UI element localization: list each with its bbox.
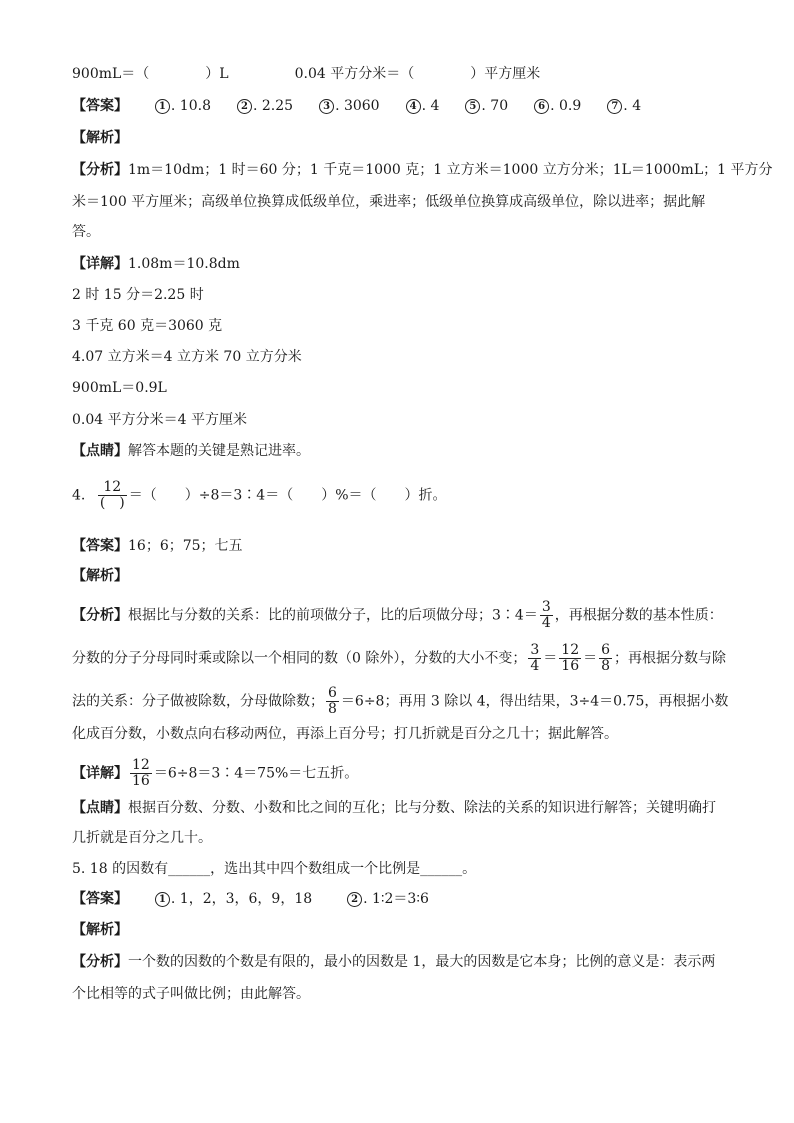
circled-number: 5	[465, 99, 480, 114]
circled-number: 6	[534, 99, 549, 114]
blank-ml-to-l: 900mL＝（ ）L	[72, 66, 229, 82]
answer-item	[319, 98, 380, 114]
answer-value: . 4	[421, 98, 440, 114]
question-4: 4. $\frac{12}{( )}$ ＝（ ）÷8＝3∶4＝（ ）%＝（ ）折。	[72, 479, 447, 511]
fenxi-line: 答。	[72, 224, 100, 240]
answer-value: . 3060	[335, 98, 380, 114]
answer-item	[465, 98, 508, 114]
fraction: $\frac{12}{16}$	[561, 642, 580, 674]
dianjing-line: 【点睛】解答本题的关键是熟记进率。	[72, 443, 310, 459]
answer-line-q3	[72, 96, 667, 116]
detail-line: 4.07 立方米＝4 立方米 70 立方分米	[72, 349, 302, 365]
fenxi-line: 【分析】根据比与分数的关系：比的前项做分子，比的后项做分母；3∶4＝ $\frac{3}{4}$ ，再根据分数的基本性质：	[72, 599, 723, 631]
detail-line: 900mL＝0.9L	[72, 380, 167, 396]
answer-value: . 2.25	[252, 98, 294, 114]
answer-item	[534, 98, 581, 114]
fraction: $\frac{6}{8}$	[328, 685, 337, 717]
circled-number: 4	[406, 99, 421, 114]
detail-line: 3 千克 60 克＝3060 克	[72, 318, 223, 334]
answer-value: . 4	[623, 98, 642, 114]
detail-line: 0.04 平方分米＝4 平方厘米	[72, 412, 247, 428]
answer-line-q5: 【答案】 1 . 1，2，3，6，9，18 2 . 1∶2＝3∶6	[72, 891, 429, 907]
fenxi-line: 分数的分子分母同时乘或除以一个相同的数（0 除外），分数的大小不变； $\frac{3}{4}$ ＝ $\frac{12}{16}$ ＝ $\frac{6}{8}$ ；再根据分数与除	[72, 642, 727, 674]
question-line-units	[72, 64, 540, 84]
fraction: $\frac{12}{16}$	[132, 757, 150, 789]
dianjing-line: 几折就是百分之几十。	[72, 830, 212, 846]
detail-line: 【详解】 $\frac{12}{16}$ ＝6÷8＝3∶4＝75%＝七五折。	[72, 757, 359, 789]
analysis-heading: 【解析】	[72, 130, 128, 146]
circled-number: 7	[607, 99, 622, 114]
analysis-heading: 【解析】	[72, 568, 128, 584]
blank-dm2-to-cm2: 0.04 平方分米＝（ ）平方厘米	[294, 66, 541, 82]
answer-item	[155, 98, 211, 114]
fraction: $\frac{3}{4}$	[530, 642, 540, 674]
fenxi-line: 米＝100 平方厘米；高级单位换算成低级单位，乘进率；低级单位换算成高级单位，除以进率；据此解	[72, 194, 706, 210]
circled-number: 1	[155, 892, 170, 907]
circled-number: 2	[347, 892, 362, 907]
fenxi-line: 个比相等的式子叫做比例；由此解答。	[72, 986, 310, 1002]
answer-item	[237, 98, 293, 114]
fenxi-line: 法的关系：分子做被除数，分母做除数； $\frac{6}{8}$ ＝6÷8；再用 3 除以 4，得出结果，3÷4＝0.75，再根据小数	[72, 685, 729, 717]
circled-number: 2	[237, 99, 252, 114]
answer-line-q4: 【答案】16；6；75；七五	[72, 538, 243, 554]
circled-number: 1	[155, 99, 170, 114]
fenxi-line: 【分析】1m＝10dm；1 时＝60 分；1 千克＝1000 克；1 立方米＝1000 立方分米；1L＝1000mL；1 平方分	[72, 162, 773, 178]
answer-value: . 70	[481, 98, 509, 114]
fenxi-line: 化成百分数，小数点向右移动两位，再添上百分号；打几折就是百分之几十；据此解答。	[72, 726, 618, 742]
dianjing-line: 【点睛】根据百分数、分数、小数和比之间的互化；比与分数、除法的关系的知识进行解答；关键明确打	[72, 800, 716, 816]
answer-list	[155, 98, 667, 114]
answer-item	[607, 98, 641, 114]
fraction: $\frac{3}{4}$	[541, 599, 551, 631]
detail-line: 【详解】1.08m＝10.8dm	[72, 256, 240, 272]
answer-value: . 10.8	[170, 98, 211, 114]
detail-line: 2 时 15 分＝2.25 时	[72, 287, 204, 303]
question-5: 5. 18 的因数有______，选出其中四个数组成一个比例是______。	[72, 861, 477, 877]
circled-number: 3	[319, 99, 334, 114]
analysis-heading: 【解析】	[72, 922, 128, 938]
fraction: $\frac{6}{8}$	[601, 642, 611, 674]
answer-value: . 0.9	[550, 98, 582, 114]
answer-tag: 【答案】	[72, 98, 128, 114]
fraction: $\frac{12}{( )}$	[99, 479, 125, 511]
fenxi-line: 【分析】一个数的因数的个数是有限的，最小的因数是 1，最大的因数是它本身；比例的意义是：表示两	[72, 954, 716, 970]
answer-item	[406, 98, 440, 114]
